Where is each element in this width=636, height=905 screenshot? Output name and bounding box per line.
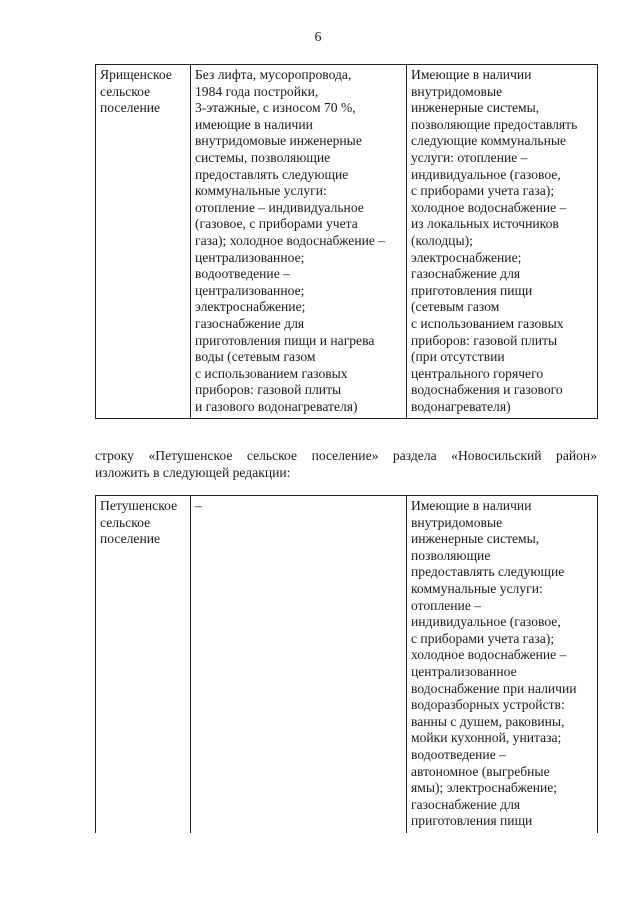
utility-services-cell xyxy=(407,65,598,419)
text-line: холодное водоснабжение – xyxy=(411,199,567,215)
text-line: холодное водоснабжение – xyxy=(411,647,567,663)
text-line: предоставлять следующие xyxy=(411,564,565,580)
text-line: (при отсутствии xyxy=(411,349,505,365)
text-line: электроснабжение; xyxy=(195,299,306,315)
text-line: ямы); электроснабжение; xyxy=(411,780,558,796)
text-line: с приборами учета газа); xyxy=(411,183,555,199)
text-line: позволяющие предоставлять xyxy=(411,116,578,132)
empty-dash: – xyxy=(195,498,202,513)
instruction-line-2: изложить в следующей редакции: xyxy=(95,465,291,480)
text-line: централизованное; xyxy=(195,249,305,265)
text-line: автономное (выгребные xyxy=(411,763,550,779)
text-line: 3-этажные, с износом 70 %, xyxy=(195,100,356,116)
text-line: водоснабжение при наличии xyxy=(411,680,577,696)
settlement-name-line: Петушенское xyxy=(100,498,178,513)
page-number: 6 xyxy=(314,30,322,45)
text-line: приготовления пищи xyxy=(411,813,533,829)
settlement-cell xyxy=(96,496,191,833)
text-line: (газовое, с приборами учета xyxy=(195,216,358,232)
building-characteristics-cell xyxy=(191,496,407,833)
text-line: услуги: отопление – xyxy=(411,149,528,165)
text-line: Имеющие в наличии xyxy=(411,67,532,82)
text-line: коммунальные услуги: xyxy=(411,580,543,596)
building-characteristics-cell xyxy=(191,65,407,419)
text-line: газоснабжение для xyxy=(411,266,521,282)
settlement-name-line: поселение xyxy=(100,100,161,116)
text-line: внутридомовые xyxy=(411,514,503,530)
housing-table-petushenskoe xyxy=(95,495,598,833)
text-line: газоснабжение для xyxy=(195,315,305,331)
text-line: центрального горячего xyxy=(411,365,544,381)
text-line: приготовления пищи xyxy=(411,282,533,298)
text-line: приготовления пищи и нагрева xyxy=(195,332,375,348)
text-line: системы, позволяющие xyxy=(195,149,331,165)
text-line: инженерные системы, xyxy=(411,531,540,547)
text-line: внутридомовые инженерные xyxy=(195,133,362,149)
instruction-line-1: строку «Петушенское сельское поселение» раздела «Новосильский район» xyxy=(95,448,597,463)
text-line: (сетевым газом xyxy=(411,299,500,315)
text-line: мойки кухонной, унитаза; xyxy=(411,730,562,746)
text-line: воды (сетевым газом xyxy=(195,349,316,365)
settlement-name-line: поселение xyxy=(100,531,161,547)
settlement-name-line: сельское xyxy=(100,514,151,530)
amendment-instruction xyxy=(95,447,597,481)
text-line: Без лифта, мусоропровода, xyxy=(195,67,352,82)
text-line: отопление – индивидуальное xyxy=(195,199,364,215)
settlement-cell xyxy=(96,65,191,419)
text-line: водоснабжения и газового xyxy=(411,382,563,398)
text-line: индивидуальное (газовое, xyxy=(411,166,561,182)
text-line: водоотведение – xyxy=(411,746,506,762)
text-line: следующие коммунальные xyxy=(411,133,567,149)
text-line: с использованием газовых xyxy=(411,315,564,331)
text-line: газоснабжение для xyxy=(411,796,521,812)
text-line: индивидуальное (газовое, xyxy=(411,614,561,630)
text-line: приборов: газовой плиты xyxy=(411,332,558,348)
text-line: из локальных источников xyxy=(411,216,559,232)
housing-table-yarishchenskoe xyxy=(95,64,598,419)
text-line: и газового водонагревателя) xyxy=(195,398,358,414)
text-line: имеющие в наличии xyxy=(195,116,313,132)
text-line: предоставлять следующие xyxy=(195,166,349,182)
text-line: 1984 года постройки, xyxy=(195,83,319,99)
table-row xyxy=(96,496,598,833)
text-line: приборов: газовой плиты xyxy=(195,382,342,398)
text-line: внутридомовые xyxy=(411,83,503,99)
text-line: централизованное xyxy=(411,663,517,679)
settlement-name-line: Ярищенское xyxy=(100,67,172,82)
text-line: водоотведение – xyxy=(195,266,290,282)
text-line: газа); холодное водоснабжение – xyxy=(195,232,386,248)
text-line: централизованное; xyxy=(195,282,305,298)
text-line: водонагревателя) xyxy=(411,398,511,414)
text-line: ванны с душем, раковины, xyxy=(411,713,565,729)
text-line: инженерные системы, xyxy=(411,100,540,116)
text-line: с использованием газовых xyxy=(195,365,348,381)
text-line: электроснабжение; xyxy=(411,249,522,265)
text-line: Имеющие в наличии xyxy=(411,498,532,513)
text-line: коммунальные услуги: xyxy=(195,183,327,199)
text-line: (колодцы); xyxy=(411,232,473,248)
table-row xyxy=(96,65,598,419)
text-line: позволяющие xyxy=(411,547,491,563)
utility-services-cell xyxy=(407,496,598,833)
text-line: отопление – xyxy=(411,597,482,613)
settlement-name-line: сельское xyxy=(100,83,151,99)
text-line: с приборами учета газа); xyxy=(411,630,555,646)
text-line: водоразборных устройств: xyxy=(411,697,565,713)
